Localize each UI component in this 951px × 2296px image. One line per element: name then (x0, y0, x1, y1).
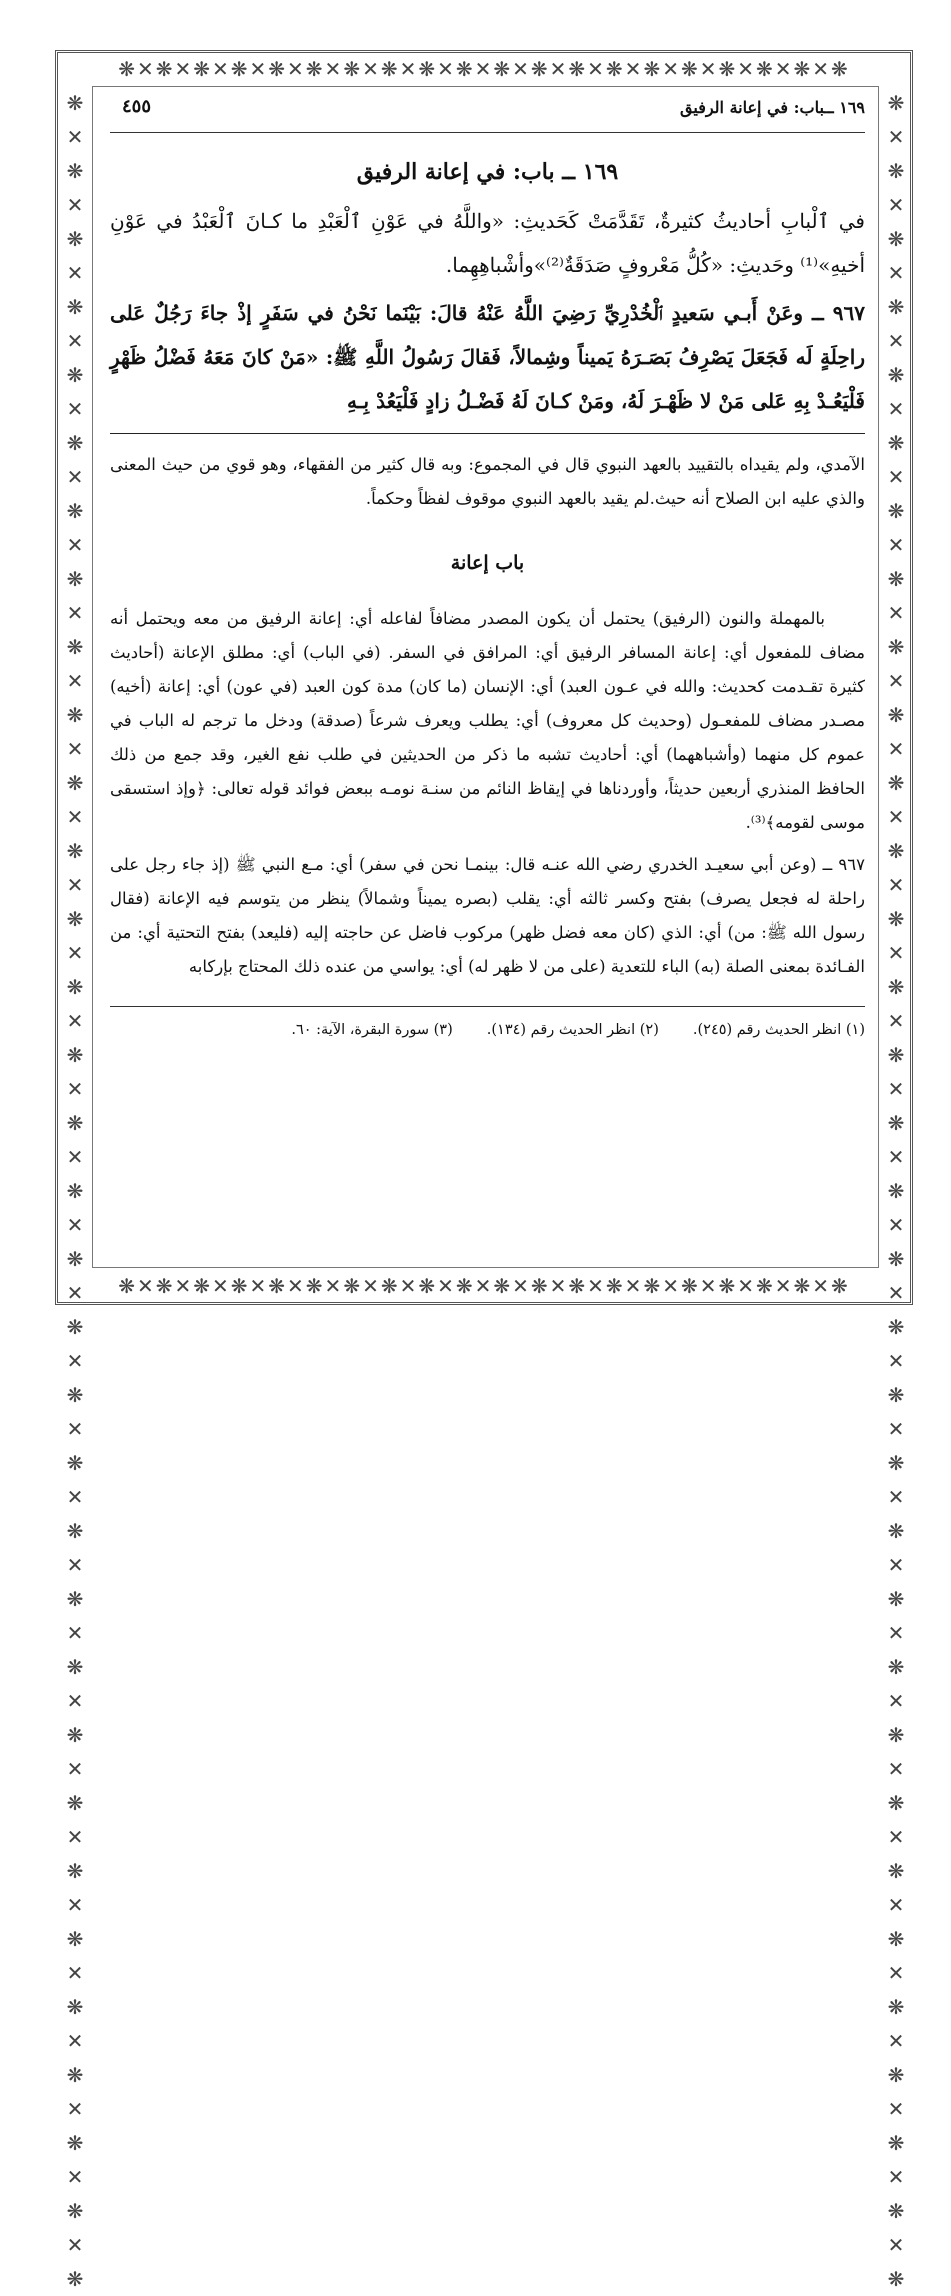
running-title: ١٦٩ ــباب: في إعانة الرفيق (680, 98, 865, 117)
top-ornament-band: ❋✕❋✕❋✕❋✕❋✕❋✕❋✕❋✕❋✕❋✕❋✕❋✕❋✕❋✕❋✕❋✕❋✕❋✕❋✕❋ (118, 57, 850, 81)
footnote: (٣) سورة البقرة، الآية: ٦٠. (291, 1022, 453, 1038)
matn-hadith: ٩٦٧ ــ وعَنْ أَبـي سَعيدٍ ٱلْخُدْرِيِّ رَضِيَ اللَّهُ عَنْهُ قالَ: بَيْنَما نَحْنُ في سَفَرٍ إذْ جاءَ رَجُلٌ عَلى راحِلَةٍ لَه فَجَعَلَ يَصْرِفُ بَصَـرَهُ يَميناً وشِمالاً، فَقالَ رَسُولُ اللَّهِ ﷺ: «مَنْ كانَ مَعَهُ فَضْلُ ظَهْرٍ فَلْيَعُـدْ بِهِ عَلى مَنْ لا ظَهْـرَ لَهُ، ومَنْ كـانَ لَهُ فَضْـلُ زادٍ فَلْيَعُدْ بِـهِ (110, 301, 865, 413)
commentary (110, 448, 865, 984)
page-number: ٤٥٥ (122, 96, 152, 117)
footnote-rule (110, 1006, 865, 1007)
separator-rule (110, 433, 865, 434)
right-ornament-band: ❋ ✕ ❋ ✕ ❋ ✕ ❋ ✕ ❋ ✕ ❋ ✕ ❋ ✕ ❋ ✕ ❋ ✕ ❋ ✕ ❋ ✕ ❋ ✕ ❋ ✕ ❋ ✕ ❋ ✕ ❋ ✕ ❋ ✕ ❋ ✕ ❋ ✕ ❋ ✕ ❋ ✕ ❋ ✕ ❋ ✕ ❋ ✕ ❋ ✕ ❋ ✕ ❋ ✕ ❋ ✕ ❋ ✕ ❋ ✕ ❋ ✕ ❋ ✕ ❋ (887, 91, 905, 2291)
commentary-paragraph-hadith: ٩٦٧ ــ (وعن أبي سعيـد الخدري رضي الله عنـه قال: بينمـا نحن في سفر) أي: مـع النبي ﷺ (إذ جاء رجل على راحلة له فجعل يصرف) بفتح وكسر ثالثه أي: يقلب (بصره يميناً وشمالاً) ينظر من يتوسم فيه الإعانة (فقال رسول الله ﷺ: من) أي: الذي (كان معه فضل ظهر) مركوب فاضل عن حاجته إليه (فليعد) بفتح التحتية أي: من الفـائدة بمعنى الصلة (به) الباء للتعدية (على من لا ظهر له) أي: يواسي من عنده ذلك المحتاج بإركابه (110, 855, 865, 976)
commentary-subheading: باب إعانة (450, 552, 525, 574)
commentary-paragraph: بالمهملة والنون (الرفيق) يحتمل أن يكون المصدر مضافاً لفاعله أي: إعانة الرفيق من معه ويحتمل أنه مضاف للمفعول أي: إعانة المسافر الرفيق أي: المرافق في السفر. (في الباب) أي: مطلق الإعانة (أحاديث كثيرة تقـدمت كحديث: والله في عـون العبد) أي: الإنسان (ما كان) مدة كون العبد (في عون) أي: إعانة (أخيه) مصـدر مضاف للمفعـول (وحديث كل معروف) أي: يطلب ويعرف شرعاً (صدقة) ودخل ما ترجم له الباب في عموم كل منهما (وأشباههما) أي: أحاديث تشبه ما ذكر من الحديثين في طلب نفع الغير، وقد جمع من ذلك الحافظ المنذري أربعين حديثاً، وأوردناها في إيقاظ النائم من سنـة نومـه ببعض فوائد قوله تعالى: ﴿وإذ استسقى موسى لقومه﴾⁽³⁾. (110, 609, 865, 832)
page-content (110, 92, 865, 1043)
chapter-title: ١٦٩ ــ باب: في إعانة الرفيق (356, 159, 619, 185)
left-ornament-band: ❋ ✕ ❋ ✕ ❋ ✕ ❋ ✕ ❋ ✕ ❋ ✕ ❋ ✕ ❋ ✕ ❋ ✕ ❋ ✕ ❋ ✕ ❋ ✕ ❋ ✕ ❋ ✕ ❋ ✕ ❋ ✕ ❋ ✕ ❋ ✕ ❋ ✕ ❋ ✕ ❋ ✕ ❋ ✕ ❋ ✕ ❋ ✕ ❋ ✕ ❋ ✕ ❋ ✕ ❋ ✕ ❋ ✕ ❋ ✕ ❋ ✕ ❋ ✕ ❋ (66, 91, 84, 2291)
page-header (110, 92, 865, 133)
footnote: (٢) انظر الحديث رقم (١٣٤). (486, 1022, 659, 1038)
main-text (110, 199, 865, 423)
footnotes (110, 1017, 865, 1043)
footnote: (١) انظر الحديث رقم (٢٤٥). (692, 1022, 865, 1038)
matn-intro: في ٱلْبابِ أحاديثُ كثيرةٌ، تَقَدَّمَتْ كَحَديثِ: «واللَّهُ في عَوْنِ ٱلْعَبْدِ ما كـانَ ٱلْعَبْدُ في عَوْنِ أخيهِ»⁽¹⁾ وحَديثِ: «كُلُّ مَعْروفٍ صَدَقَةٌ⁽²⁾»وأشْباهِهِما. (110, 209, 865, 277)
bottom-ornament-band: ❋✕❋✕❋✕❋✕❋✕❋✕❋✕❋✕❋✕❋✕❋✕❋✕❋✕❋✕❋✕❋✕❋✕❋✕❋✕❋ (118, 1274, 850, 1298)
commentary-continuation: الآمدي، ولم يقيداه بالتقييد بالعهد النبوي قال في المجموع: وبه قال كثير من الفقهاء، وهو قوي من حيث المعنى والذي عليه ابن الصلاح أنه حيث.لم يقيد بالعهد النبوي موقوف لفظاً وحكماً. (110, 455, 865, 508)
